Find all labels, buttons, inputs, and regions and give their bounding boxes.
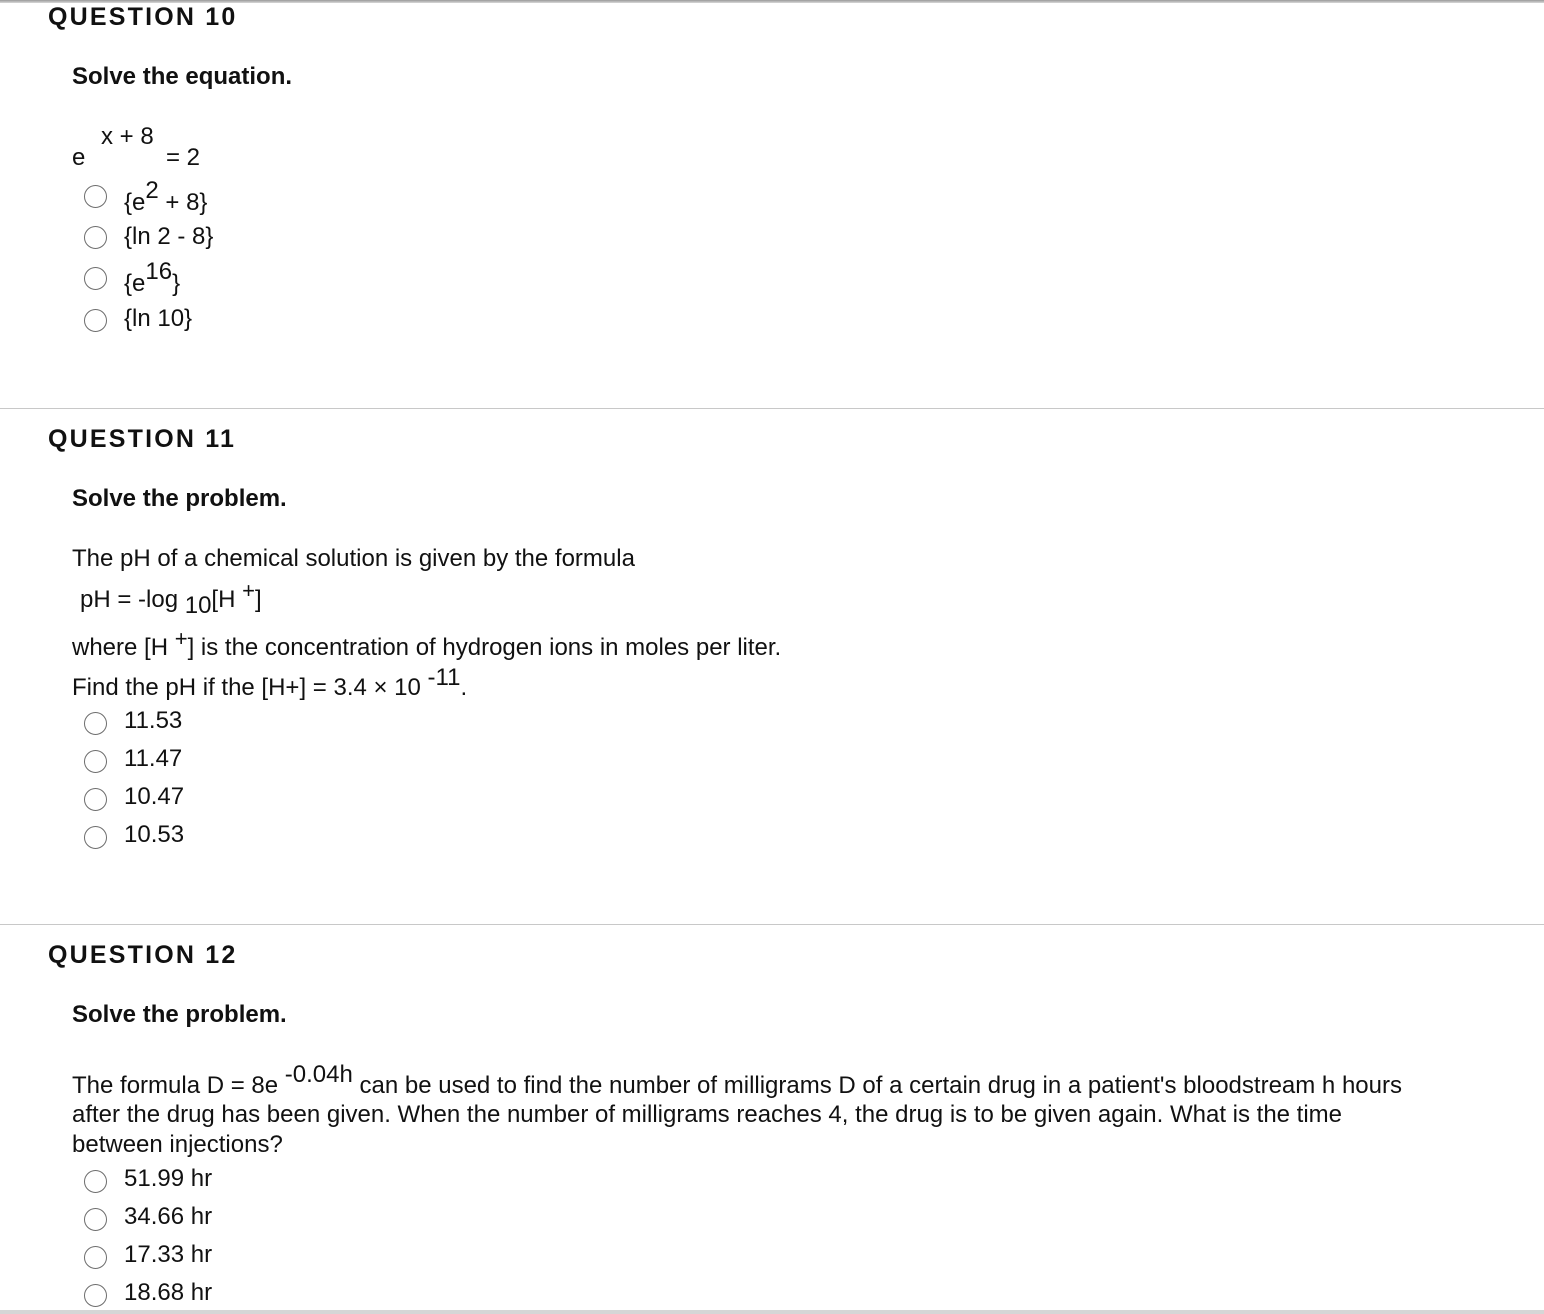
problem-text-line-1: The formula D = 8e -0.04h can be used to find the number of milligrams D of a certain drug in a patient's bloodstream h hours (72, 1061, 1402, 1099)
q12-option-3-radio[interactable] (84, 1246, 107, 1269)
q12-option-4-radio[interactable] (84, 1284, 107, 1307)
problem-text-line-3: between injections? (72, 1131, 283, 1158)
equation-rhs: = 2 (166, 144, 201, 171)
q10-option-4-radio[interactable] (84, 309, 107, 332)
question-10-header: QUESTION 10 (48, 3, 238, 31)
equation-base: e (72, 144, 86, 171)
q11-option-1-label: 11.53 (124, 707, 183, 734)
question-10-instruction: Solve the equation. (72, 63, 293, 90)
problem-text: The pH of a chemical solution is given by the formula (72, 545, 635, 572)
q10-option-2-radio[interactable] (84, 226, 107, 249)
q11-option-2-radio[interactable] (84, 750, 107, 773)
bottom-border (0, 1310, 1544, 1314)
ph-formula: pH = -log 10[H +] (80, 578, 262, 619)
question-11-instruction: Solve the problem. (72, 485, 287, 512)
q11-option-3-radio[interactable] (84, 788, 107, 811)
section-divider (0, 408, 1544, 409)
q11-option-2-label: 11.47 (124, 745, 183, 772)
q10-option-1-label: {e2 + 8} (124, 177, 208, 216)
question-11-header: QUESTION 11 (48, 425, 237, 453)
problem-text-line-2: after the drug has been given. When the number of milligrams reaches 4, the drug is to be given again. What is the time (72, 1101, 1343, 1128)
q11-option-4-radio[interactable] (84, 826, 107, 849)
q12-option-1-label: 51.99 hr (124, 1165, 213, 1192)
question-12-header: QUESTION 12 (48, 941, 238, 969)
q11-option-1-radio[interactable] (84, 712, 107, 735)
q12-option-2-label: 34.66 hr (124, 1203, 213, 1230)
q11-option-3-label: 10.47 (124, 783, 185, 810)
equation-exponent: x + 8 (101, 123, 154, 150)
q10-option-1-radio[interactable] (84, 185, 107, 208)
q10-option-3-radio[interactable] (84, 267, 107, 290)
q12-option-1-radio[interactable] (84, 1170, 107, 1193)
q12-option-4-label: 18.68 hr (124, 1279, 213, 1306)
find-text: Find the pH if the [H+] = 3.4 × 10 -11. (72, 664, 468, 701)
q12-option-3-label: 17.33 hr (124, 1241, 213, 1268)
q10-option-2-label: {ln 2 - 8} (124, 223, 214, 250)
q10-option-4-label: {ln 10} (124, 305, 193, 332)
question-12-instruction: Solve the problem. (72, 1001, 287, 1028)
where-text: where [H +] is the concentration of hydrogen ions in moles per liter. (72, 626, 782, 661)
q10-option-3-label: {e16} (124, 258, 181, 297)
q11-option-4-label: 10.53 (124, 821, 185, 848)
q12-option-2-radio[interactable] (84, 1208, 107, 1231)
section-divider (0, 924, 1544, 925)
